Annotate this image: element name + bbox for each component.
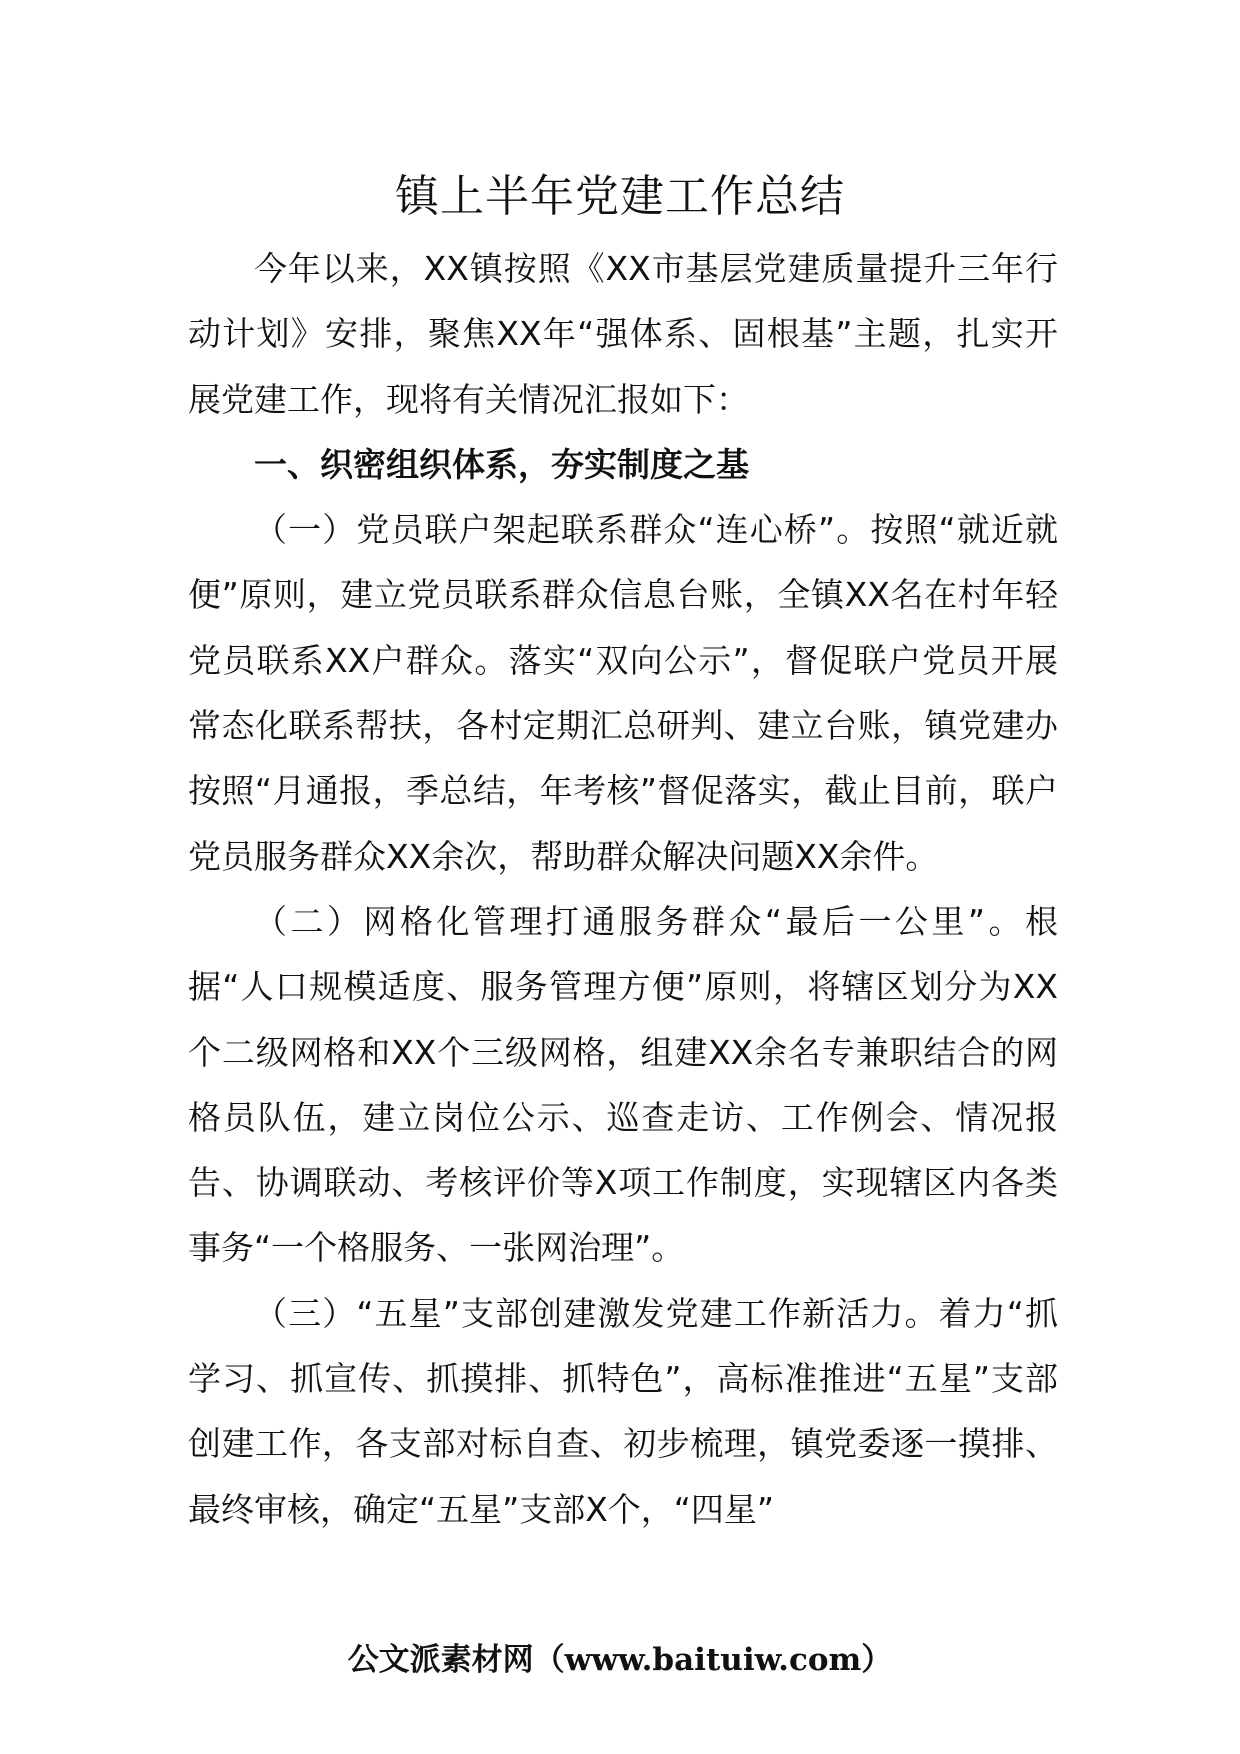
intro-paragraph: 今年以来，XX镇按照《XX市基层党建质量提升三年行动计划》安排，聚焦XX年“强体系、固根基”主题，扎实开展党建工作，现将有关情况汇报如下： [188, 249, 1058, 419]
paragraph-3: （三）“五星”支部创建激发党建工作新活力。着力“抓学习、抓宣传、抓摸排、抓特色”，高标准推进“五星”支部创建工作，各支部对标自查、初步梳理，镇党委逐一摸排、最终审核，确定“五星”支部X个，“四星” [188, 1293, 1058, 1529]
section-heading: 一、织密组织体系，夯实制度之基 [254, 444, 749, 484]
document-body [188, 236, 1058, 1542]
paragraph-1: （一）党员联户架起联系群众“连心桥”。按照“就近就便”原则，建立党员联系群众信息台账，全镇XX名在村年轻党员联系XX户群众。落实“双向公示”，督促联户党员开展常态化联系帮扶，各村定期汇总研判、建立台账，镇党建办按照“月通报，季总结，年考核”督促落实，截止目前，联户党员服务群众XX余次，帮助群众解决问题XX余件。 [188, 510, 1058, 876]
footer-watermark: 公文派素材网（www.baituiw.com） [347, 1642, 893, 1678]
paragraph-2: （二）网格化管理打通服务群众“最后一公里”。根据“人口规模适度、服务管理方便”原则，将辖区划分为XX个二级网格和XX个三级网格，组建XX余名专兼职结合的网格员队伍，建立岗位公示、巡查走访、工作例会、情况报告、协调联动、考核评价等X项工作制度，实现辖区内各类事务“一个格服务、一张网治理”。 [188, 901, 1058, 1268]
document-title: 镇上半年党建工作总结 [395, 171, 845, 222]
